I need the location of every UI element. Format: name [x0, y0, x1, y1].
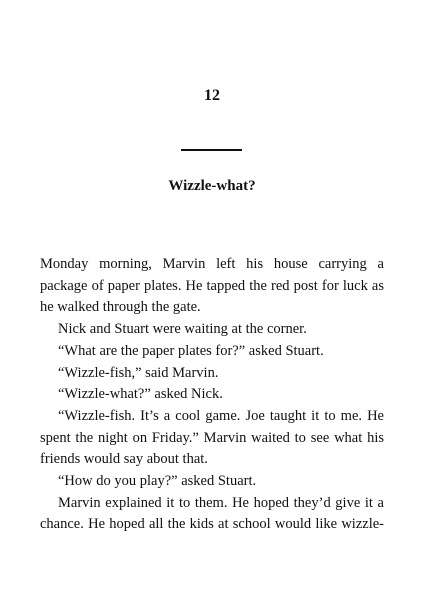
chapter-divider: [181, 149, 242, 151]
paragraph: “Wizzle-what?” asked Nick.: [58, 386, 223, 403]
chapter-title: Wizzle-what?: [168, 178, 256, 194]
paragraph: Monday morning, Marvin left his house carrying a package of paper plates. He tapped the red post for luck as he walked through the gate.: [40, 256, 384, 316]
paragraph: Nick and Stuart were waiting at the corner.: [58, 321, 307, 338]
paragraph: “How do you play?” asked Stuart.: [58, 473, 257, 490]
paragraph: Marvin explained it to them. He hoped they’d give it a chance. He hoped all the kids at school would like wizzle-: [40, 494, 384, 533]
paragraph: “Wizzle-fish,” said Marvin.: [58, 364, 219, 381]
chapter-body: [40, 254, 384, 536]
paragraph: “What are the paper plates for?” asked Stuart.: [58, 342, 324, 359]
paragraph: “Wizzle-fish. It’s a cool game. Joe taught it to me. He spent the night on Friday.” Marvin waited to see what his friends would say about that.: [40, 407, 384, 468]
chapter-number: 12: [204, 87, 220, 104]
